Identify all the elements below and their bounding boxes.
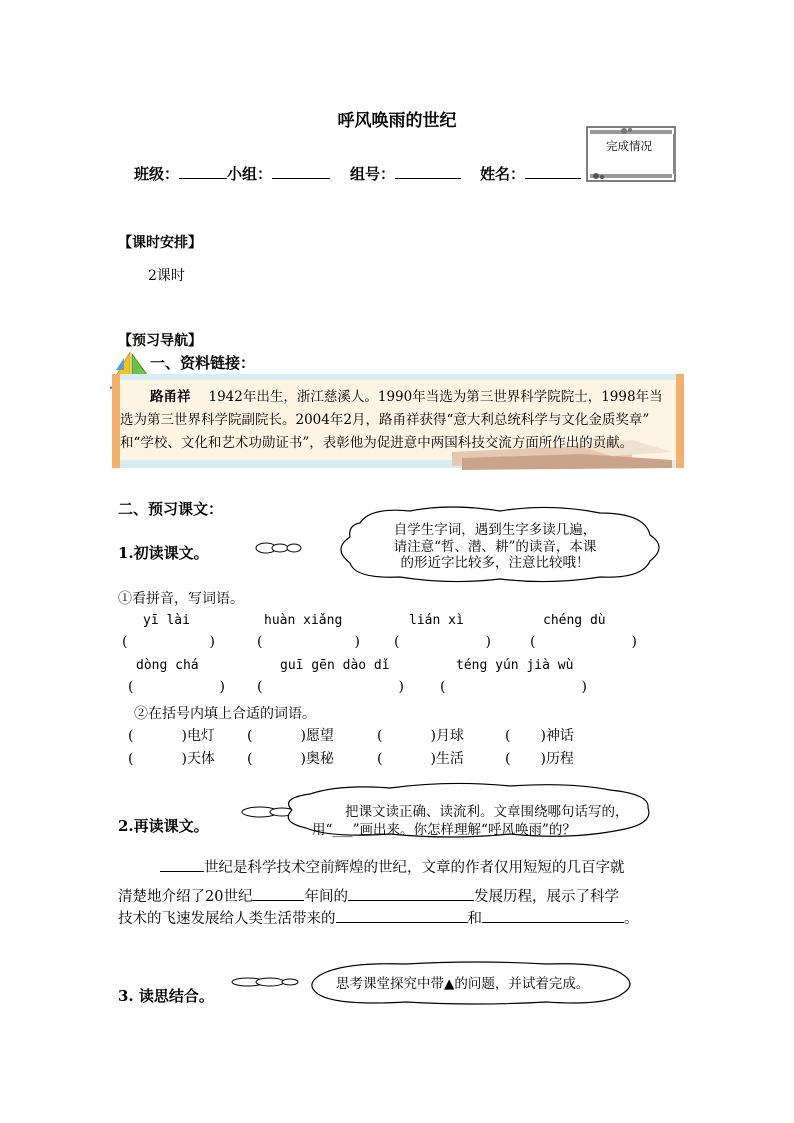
class-blank[interactable] (179, 163, 227, 179)
fill-item-5[interactable]: ( )天体 (128, 751, 215, 767)
part1-title: 一、资料链接： (150, 354, 256, 372)
fill-word: 生活 (435, 751, 464, 767)
bubble3-text: 思考课堂探究中带▲的问题，并试着完成。 (336, 976, 590, 992)
fill-item-1[interactable]: ( )电灯 (128, 728, 215, 744)
fill-word: 历程 (545, 751, 574, 767)
fill-word: 电灯 (186, 728, 215, 744)
name-label: 姓名： (480, 165, 526, 183)
task1-sub1: ①看拼音，写词语。 (118, 591, 244, 607)
bio-text-1: 1942年出生，浙江慈溪人。1990年当选为第三世界科学院院士，1998年当 (208, 389, 663, 405)
fill-item-2[interactable]: ( )愿望 (247, 728, 334, 744)
fill-word: 奥秘 (305, 751, 334, 767)
pinyin-3: lián xì (409, 613, 464, 628)
blank-century[interactable] (160, 856, 204, 872)
pinyin-6: guī gēn dào dǐ (280, 658, 390, 673)
task2-para-line1 (160, 854, 625, 883)
completion-status-stamp (586, 126, 676, 182)
answer-bracket-7[interactable]: ( ) (440, 679, 587, 695)
fill-word: 月球 (435, 728, 464, 744)
para-b1: 清楚地介绍了20世纪 (118, 889, 253, 905)
para-c3: 。 (624, 911, 639, 927)
answer-bracket-4[interactable]: ( ) (530, 634, 637, 650)
fill-item-4[interactable]: ( )神话 (505, 728, 574, 744)
class-field (134, 163, 330, 184)
blank-change-1[interactable] (336, 907, 468, 923)
fill-word: 愿望 (305, 728, 334, 744)
bubble1-line1: 自学生字词，遇到生字多读几遍， (393, 522, 597, 538)
group-no-label: 组号： (350, 165, 396, 183)
blank-development[interactable] (348, 885, 474, 901)
bubble2-line2: 用“___”画出来。你怎样理解“呼风唤雨”的？ (312, 822, 576, 838)
page-title: 呼风唤雨的世纪 (337, 111, 457, 131)
task2-heading: 2.再读课文。 (118, 817, 209, 835)
bio-line2: 选为第三世界科学院副院长。2004年2月，路甬祥获得“意大利总统科学与文化金质奖章” (120, 412, 650, 428)
fill-word: 天体 (186, 751, 215, 767)
group-no-field (350, 163, 461, 184)
para-c1: 技术的飞速发展给人类生活带来的 (118, 911, 336, 927)
answer-bracket-3[interactable]: ( ) (394, 634, 491, 650)
group-blank[interactable] (272, 163, 330, 179)
pinyin-4: chéng dù (543, 613, 606, 628)
blank-years[interactable] (252, 885, 304, 901)
bio-name: 路甬祥 (150, 389, 191, 405)
pinyin-7: téng yún jià wù (456, 658, 574, 673)
fill-item-3[interactable]: ( )月球 (377, 728, 464, 744)
para-b2: 年间的 (304, 889, 348, 905)
answer-bracket-6[interactable]: ( ) (257, 679, 404, 695)
name-field (480, 163, 581, 184)
fill-item-6[interactable]: ( )奥秘 (247, 751, 334, 767)
name-blank[interactable] (525, 163, 581, 179)
task2-para-line3 (118, 905, 639, 934)
para-b3: 发展历程，展示了科学 (473, 889, 619, 905)
bio-line1 (150, 385, 663, 405)
answer-bracket-2[interactable]: ( ) (257, 634, 360, 650)
bubble1-line3: 的形近字比较多，注意比较哦！ (400, 555, 590, 571)
pinyin-1: yī lài (143, 613, 190, 628)
task1-sub2: ②在括号内填上合适的词语。 (134, 706, 316, 722)
pinyin-5: dòng chá (136, 658, 199, 673)
group-label: 小组： (227, 165, 273, 183)
status-label: 完成情况 (606, 139, 652, 153)
preview-heading: 【预习导航】 (118, 333, 202, 349)
part2-title: 二、预习课文： (118, 500, 224, 518)
answer-bracket-5[interactable]: ( ) (128, 679, 225, 695)
para-c2: 和 (467, 911, 482, 927)
fill-word: 神话 (545, 728, 574, 744)
blank-change-2[interactable] (482, 907, 624, 923)
fill-item-8[interactable]: ( )历程 (505, 751, 574, 767)
bubble1-line2: 请注意“哲、潜、耕”的读音，本课 (393, 539, 597, 555)
task3-heading: 3. 读思结合。 (118, 987, 214, 1005)
task1-heading: 1.初读课文。 (118, 544, 209, 562)
class-label: 班级： (134, 165, 180, 183)
fill-item-7[interactable]: ( )生活 (377, 751, 464, 767)
bio-line3: 和“学校、文化和艺术功勋证书”，表彰他为促进意中两国科技交流方面所作出的贡献。 (120, 435, 634, 451)
group-no-blank[interactable] (395, 163, 461, 179)
answer-bracket-1[interactable]: ( ) (122, 634, 215, 650)
bubble2-line1: 把课文读正确、读流利。文章围绕哪句话写的， (345, 804, 629, 820)
schedule-value: 2课时 (148, 268, 185, 284)
schedule-heading: 【课时安排】 (118, 235, 202, 251)
pinyin-2: huàn xiǎng (264, 613, 343, 628)
para-a: 世纪是科学技术空前辉煌的世纪，文章的作者仅用短短的几百字就 (204, 860, 625, 876)
